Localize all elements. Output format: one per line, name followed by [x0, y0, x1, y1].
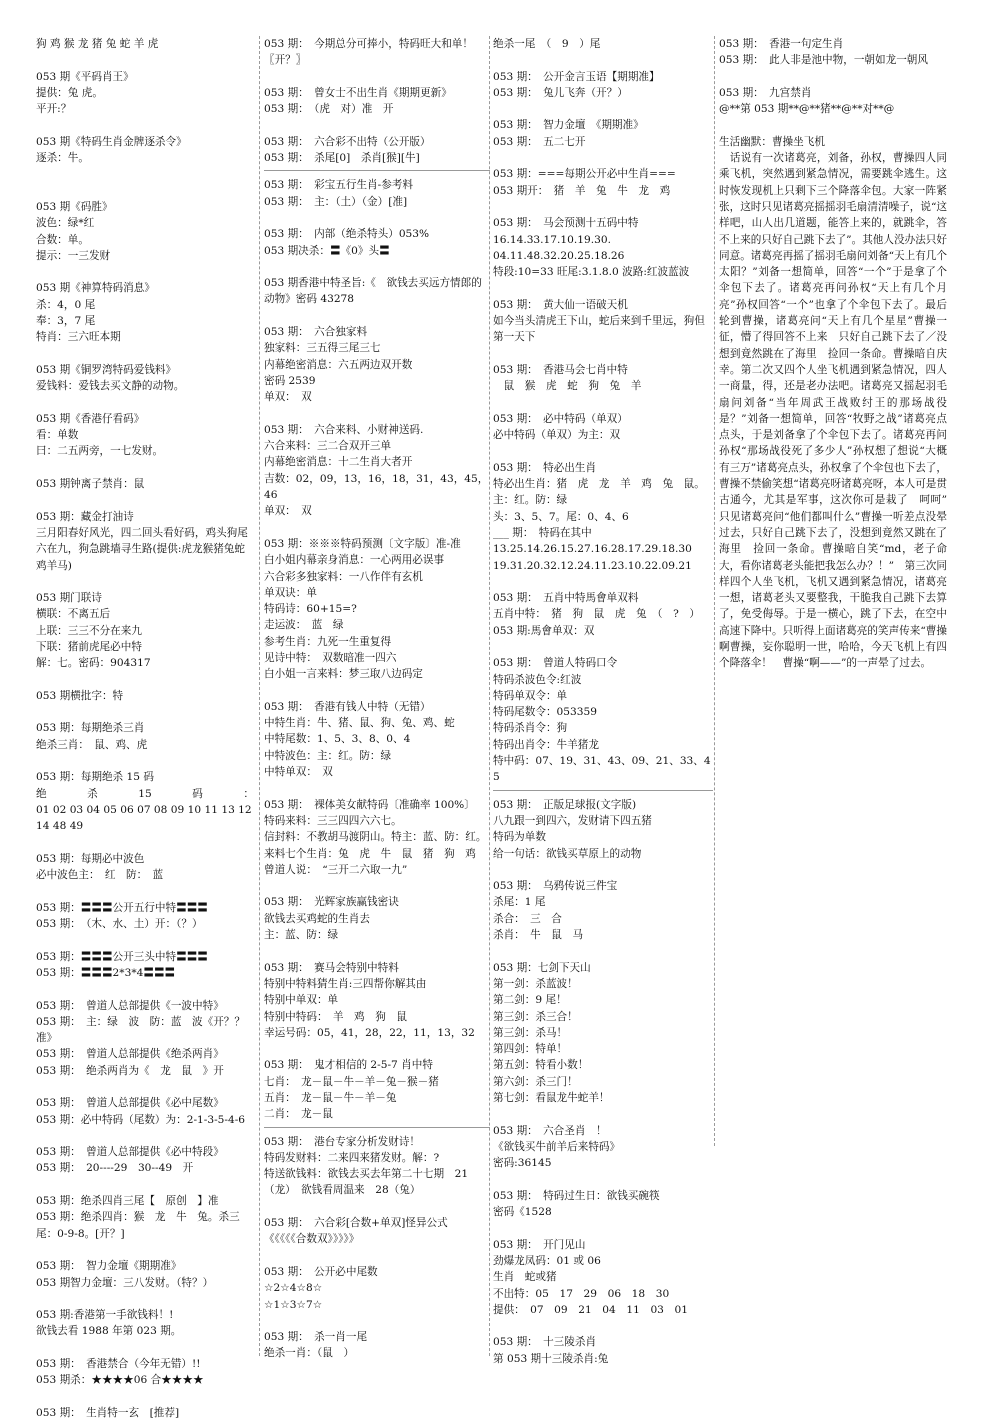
text-line	[36, 346, 254, 362]
text-line: 中特生肖：牛、猪、鼠、狗、兔、鸡、蛇	[264, 717, 455, 730]
text-line: 第四剑：特单！	[493, 1043, 568, 1056]
text-line: 053 期： 五肖中特馬會单双料	[493, 592, 639, 605]
text-line: 053 期： 曾道人特码口令	[493, 657, 618, 670]
text-line: 053 期：〓〓〓公开三头中特〓〓〓	[36, 950, 208, 963]
text-line: 劲爆龙凤码：01 或 06	[493, 1254, 601, 1267]
text-line: 特码来料：三三四四六六七。	[264, 814, 402, 827]
text-line: 053 期： 光辉家族赢钱密诀	[264, 896, 399, 909]
text-line: 04.11.48.32.20.25.18.26	[493, 249, 625, 262]
text-line: 单双诀：单	[264, 586, 317, 599]
text-line: 六合来料：三二合双开三单	[264, 440, 392, 453]
text-line	[36, 166, 254, 182]
text-line: 杀：4，0 尾	[36, 298, 96, 311]
text-line: 053 期： 乌鸦传说三件宝	[493, 880, 618, 893]
text-line: 053 期： 杀一肖一尾	[264, 1331, 368, 1344]
text-line: 特码尾数令：053359	[493, 706, 598, 719]
text-line	[493, 52, 713, 68]
text-line: 053 期：绝杀四肖三尾【 原创 】准	[36, 1195, 219, 1208]
text-line: 特段:10=33 旺尾:3.1.8.0 波路:红波蓝波	[493, 266, 690, 279]
text-line	[264, 1041, 490, 1057]
text-line: 053 期： 兔儿飞奔（开？）	[493, 86, 628, 99]
text-line: 19.31.20.32.12.24.11.23.10.22.09.21	[493, 559, 692, 572]
text-line: 053 期： 彩宝五行生肖-参考料	[264, 179, 413, 192]
text-line: 053 期：※※※特码预测〔文字版〕准-准	[264, 537, 461, 550]
text-line: 特码杀肖令：狗	[493, 722, 568, 735]
text-line: 053 期： 裸体美女献特码〔准确率 100%〕	[264, 798, 475, 811]
text-line: 053 期： 六合彩[合数+单双]怪异公式	[264, 1217, 448, 1230]
text-line: 三月阳春好风光，四二回头看好码，鸡头狗尾六在九，狗急跳墙寻生路(提供:虎龙猴猪兔蛇鸡羊马)	[36, 526, 248, 572]
text-line: 053 期： 马会预测十五码中特	[493, 217, 639, 230]
text-line	[493, 1220, 713, 1236]
text-line: 053 期： 鬼才相信的 2-5-7 肖中特	[264, 1059, 433, 1072]
text-line: 横联：不离五后	[36, 608, 111, 621]
text-line	[719, 69, 947, 85]
text-line: 鼠 猴 虎 蛇 狗 兔 羊	[493, 380, 642, 393]
text-line: 杀合： 三 合	[493, 912, 562, 925]
text-line	[36, 264, 254, 280]
text-line: 053 期： （虎 对）准 开	[264, 103, 394, 116]
text-line	[36, 753, 254, 769]
text-line: 053 期： 六合独家料	[264, 326, 368, 339]
text-line: 053 期：每期必中波色	[36, 852, 145, 865]
text-line: 053 期：〓〓〓公开五行中特〓〓〓	[36, 901, 208, 914]
text-line: 特码出肖令：牛羊猪龙	[493, 738, 599, 751]
text-line	[36, 1340, 254, 1356]
text-line: 053 期：〓〓〓2*3*4〓〓〓	[36, 966, 176, 979]
text-line: 053 期： 绝杀两肖为《 龙 鼠 》开	[36, 1064, 224, 1077]
text-line: 六合彩多独家料：一八作伴有玄机	[264, 570, 423, 583]
text-line	[264, 308, 490, 324]
text-line: 053 期:香港第一手欲钱料！!	[36, 1309, 174, 1322]
text-line: 下联：猪前虎尾必中特	[36, 640, 142, 653]
text-line: 绝 杀 15 码 ：	[36, 787, 254, 800]
text-line: 053 期杀：★★★★06 合★★★★	[36, 1374, 204, 1387]
text-line: 中特波色：主：红。防：绿	[264, 749, 392, 762]
text-line: 欲钱去看 1988 年第 023 期。	[36, 1325, 182, 1338]
text-line: 053 期： 十三陵杀肖	[493, 1336, 597, 1349]
text-line	[36, 1291, 254, 1307]
text-line: 特码发财料：二来四来猪发财。解：?	[264, 1151, 440, 1164]
text-line: 吉数：02，09，13，16，18，31，43，45，46	[264, 472, 489, 502]
text-line: 053 期决杀：〓《0》头〓	[264, 244, 390, 257]
text-line: 053 期： 六合圣肖 ！	[493, 1124, 607, 1137]
text-line	[36, 52, 254, 68]
text-line: 欲钱去买鸡蛇的生肖去	[264, 912, 370, 925]
text-line: 单双： 双	[264, 391, 312, 404]
text-line	[36, 183, 254, 199]
text-line: 053 期： 赛马会特别中特料	[264, 961, 399, 974]
text-line: 053 期： 内部（绝杀特头）053%	[264, 228, 430, 241]
text-line: 上联：三三不分在来九	[36, 624, 142, 637]
text-line: 053 期：藏金打油诗	[36, 510, 134, 523]
text-line: 二肖： 龙－鼠	[264, 1108, 333, 1121]
text-line: 053 期香港中特圣旨:《 欲钱去买远方情郎的动物》密码 43278	[264, 277, 482, 306]
text-line: ☆1☆3☆7☆	[264, 1298, 323, 1311]
text-line	[36, 1079, 254, 1095]
text-line	[36, 1389, 254, 1405]
text-line: 特肖：三六旺本期	[36, 331, 121, 344]
text-line: 特码为单数	[493, 831, 546, 844]
text-line: 内幕绝密消息：十二生肖大者开	[264, 456, 413, 469]
text-line	[36, 883, 254, 899]
text-line: 053 期： 此人非是池中物，一朝如龙一朝风	[719, 54, 928, 67]
text-line: 第六剑：杀三门！	[493, 1075, 578, 1088]
text-line: 053 期： 香港马会七肖中特	[493, 363, 628, 376]
text-line: 杀肖： 牛 鼠 马	[493, 929, 584, 942]
text-line: 053 期：必中特码（尾数）为：2-1-3-5-4-6	[36, 1113, 246, 1126]
text-line: 平开:？	[36, 103, 72, 116]
text-line: 053 期： 六合彩不出特（公开版）	[264, 135, 431, 148]
text-line: 主：红。防：绿	[493, 494, 568, 507]
text-line: 特别中特码： 羊 鸡 狗 鼠	[264, 1010, 408, 1023]
text-line: 第五剑：特看小数！	[493, 1059, 589, 1072]
text-line: 特必出生肖：猪 虎 龙 羊 鸡 兔 鼠。	[493, 478, 705, 491]
text-line: 053 期钟离子禁肖：鼠	[36, 478, 145, 491]
text-line: 单双： 双	[264, 505, 312, 518]
text-line: 053 期横批字：特	[36, 689, 124, 702]
text-line	[264, 210, 490, 226]
text-line	[36, 835, 254, 851]
text-line: 053 期：七剑下天山	[493, 961, 591, 974]
text-line	[264, 117, 490, 133]
text-line	[493, 1171, 713, 1187]
text-line: 053 期开： 猪 羊 兔 牛 龙 鸡	[493, 184, 671, 197]
text-line: 053 期： 特码过生日：欲钱买碗筷	[493, 1189, 660, 1202]
text-line: 密码 2539	[264, 374, 316, 387]
text-line: 信封料：不教胡马渡阴山。特主：蓝、防：红。	[264, 831, 487, 844]
text-line: 053 期智力金壇：三八发财。（特？）	[36, 1276, 214, 1289]
text-line: 绝杀三肖： 鼠、鸡、虎	[36, 738, 148, 751]
text-line	[36, 117, 254, 133]
text-line	[36, 1242, 254, 1258]
text-line: 053 期： 生肖特一玄 [推荐]	[36, 1406, 180, 1419]
text-line: 头：3、5、7。尾：0、4、6	[493, 510, 629, 523]
text-line: 曾道人说： “三开二六取一九”	[264, 863, 408, 876]
text-line: 053 期： 主：（土）（金）[准]	[264, 195, 408, 208]
text-line	[264, 683, 490, 699]
text-line: 053 期： 必中特码（单双）	[493, 412, 628, 425]
text-line: 053 期： 今期总分可捧小，特码旺大和单！〖开？〗	[264, 38, 473, 67]
story-paragraph: 话说有一次诸葛亮，刘备，孙权，曹操四人同乘飞机，突然遇到紧急情况，需要跳伞逃生。这时恢发现机上只剩下三个降落伞包。大家一阵紧张，这时只见诸葛亮摇摇羽毛扇清清噪子，说“这样吧，山人出几道题，能答上来的，就跳伞，答不上来的只好自己跳下去了”。其他人没办法只好同意。诸葛亮再摇了摇羽毛扇问刘备“天上有几个太阳？”刘备一想简单，回答“一个”于是拿了个伞包下去了。诸葛亮再问孙权“天上有几个月亮”孙权回答“一个”也拿了个伞包下去了。最后轮到曹操，诸葛亮问“天上有几个星星”曹操一征，懵了得回答不上来 只好自己跳下去了／没想到竟然跳在了海里 捡回一条命。曹操暗自庆幸。第二次又四个人坐飞机遇到紧急情况，四人一商量，得，还是老办法吧。诸葛亮又摇起羽毛扇问刘备“当年周武王战败纣王的那场战役是？”刘备一想简单，回答“牧野之战”诸葛亮点点头，于是刘备拿了个伞包下去了。诸葛亮再问孙权“那场战役死了多少人”孙权想了想说“大概有三万”诸葛亮点头，孙权拿了个伞包也下去了，曹操不禁偷笑想“诸葛亮呀诸葛亮呀，本人可是贯古通今，尤其是军事，这次你可是栽了 呵呵” 只见诸葛亮问“他们都叫什么”曹操一听差点没晕过去，只好自己跳下去了，没想到竟然又跳在了海里 捡回一条命。曹操暗自笑“md，老子命大，看你诸葛老头能把我怎么办？！” 第三次同样四个人坐飞机，飞机又遇到紧急情况，诸葛亮一想，诸葛老头又要整我，干脆我自己跳下去算了，免受侮辱。于是一横心，跳了下去，在空中高速下降中。只听得上面诸葛亮的笑声传来“曹操啊曹操，妄你聪明一世，哈哈，今天飞机上有四个降落伞！ 曹操“啊——”的一声晕了过去。	[719, 152, 958, 670]
text-line: 053 期： 曾道人总部提供《一波中特》	[36, 999, 224, 1012]
text-line: 053 期：绝杀四肖：猴 龙 牛 兔。杀三尾：0-9-8。[开？]	[36, 1211, 240, 1240]
text-line: 第三剑：杀三合！	[493, 1010, 578, 1023]
text-line: 053 期： （木、水、土）开：（？）	[36, 918, 203, 931]
text-line: 053 期： 主：绿 波 防：蓝 波《开？？准》	[36, 1015, 245, 1045]
text-line: 内幕绝密消息：六五两边双开数	[264, 358, 413, 371]
text-line: 053 期： 五二七开	[493, 135, 586, 148]
text-line: 绝杀一肖：（鼠 ）	[264, 1347, 355, 1360]
text-line: 波色：绿*红	[36, 217, 95, 230]
text-line	[36, 395, 254, 411]
text-line: 白小姐内幕亲身消息：一心两用必误事	[264, 554, 445, 567]
text-line	[493, 1318, 713, 1334]
text-line	[493, 150, 713, 166]
text-line: 密码:36145	[493, 1157, 552, 1170]
text-line	[36, 1177, 254, 1193]
text-line	[493, 395, 713, 411]
text-line	[36, 704, 254, 720]
column-divider-1	[259, 36, 260, 1356]
text-line: 特别中特料猜生肖:三四帮你解其由	[264, 977, 427, 990]
text-line: 053 期： 香港一句定生肖	[719, 38, 844, 50]
text-line: 053 期： 开门见山	[493, 1238, 586, 1251]
text-line	[264, 1199, 490, 1215]
text-line: 053 期： 九宫禁肖	[719, 86, 812, 99]
text-line	[36, 981, 254, 997]
text-line: 053 期： 曾道人总部提供《绝杀两肖》	[36, 1048, 224, 1061]
text-line: 中特单双： 双	[264, 766, 333, 779]
text-line: 053 期： 香港禁合（今年无错）!!	[36, 1358, 201, 1371]
text-line: 053 期： 智力金壇 《期期准》	[493, 119, 644, 132]
text-line: 特码杀波色令:红波	[493, 673, 582, 686]
text-line	[493, 101, 713, 117]
text-line	[493, 574, 713, 590]
text-line: 《《《《《合数双》》》》》	[264, 1233, 360, 1246]
text-line	[493, 639, 713, 655]
text-line: 提供：兔 虎。	[36, 86, 103, 99]
text-line: 必中波色主： 红 防： 蓝	[36, 869, 164, 882]
text-line: 053 期： 20----29 30--49 开	[36, 1162, 194, 1175]
text-line: 053 期： 曾道人总部提供《必中尾数》	[36, 1097, 224, 1110]
text-line: 第七剑：看鼠龙牛蛇羊！	[493, 1092, 610, 1104]
text-line: 053 期《平码肖王》	[36, 70, 134, 83]
text-line	[264, 406, 490, 422]
text-line: 01 02 03 04 05 06 07 08 09 10 11 13 12 14 48 49	[36, 803, 256, 833]
text-line	[36, 574, 254, 590]
text-line: 053 期：每期绝杀 15 码	[36, 771, 154, 784]
text-line: 16.14.33.17.10.19.30.	[493, 233, 611, 246]
text-line: 特码诗：60+15=?	[264, 603, 357, 616]
text-line	[264, 1248, 490, 1264]
text-line: 053 期： 正版足球报(文字版)	[493, 798, 637, 811]
text-line: 生活幽默：曹操坐飞机	[719, 135, 825, 148]
section-separator	[264, 170, 490, 171]
text-line: 053 期： 公开金言玉语【期期准】	[493, 70, 660, 83]
text-line: 053 期：===每期公开必中生肖===	[493, 168, 676, 181]
text-line: 第二剑：9 尾！	[493, 994, 567, 1007]
text-line: 五肖： 龙－鼠－牛－羊－兔	[264, 1092, 397, 1104]
text-line	[264, 69, 490, 85]
text-line: 绝杀一尾 （ 9 ）尾	[493, 38, 601, 50]
text-line: 密码《1528	[493, 1206, 552, 1219]
text-line: 爱钱料：爱钱去买文静的动物。	[36, 380, 185, 393]
text-line: 狗 鸡 猴 龙 猪 兔 蛇 羊 虎	[36, 38, 159, 50]
text-line	[493, 943, 713, 959]
text-line	[493, 1106, 713, 1122]
text-line	[36, 492, 254, 508]
text-line: 053 期《特码生肖金牌逐杀令》	[36, 135, 187, 148]
text-line: 解：七。密码：904317	[36, 657, 151, 670]
text-line: 053 期： 曾道人总部提供《必中特段》	[36, 1146, 224, 1159]
column-2	[264, 36, 490, 1362]
column-divider-3	[714, 36, 715, 1146]
text-line: 13.25.14.26.15.27.16.28.17.29.18.30	[493, 543, 692, 556]
text-line	[493, 443, 713, 459]
text-line: 053 期:馬會单双：双	[493, 624, 595, 637]
text-line: 053 期： 杀尾[0] 杀肖[猴][牛]	[264, 152, 420, 165]
text-line: 中特尾数：1、5、3、8、0、4	[264, 733, 411, 746]
text-line: 逐杀：牛。	[36, 152, 89, 165]
text-line: 053 期门联诗	[36, 592, 102, 605]
text-line: 杀尾：1 尾	[493, 896, 546, 909]
text-line	[264, 1313, 490, 1329]
text-line: 见诗中特： 双数暗准一四六	[264, 651, 397, 664]
text-line: ☆2☆4☆8☆	[264, 1282, 323, 1295]
text-line	[36, 932, 254, 948]
column-1	[36, 36, 254, 1421]
text-line: 053 期： 香港有钱人中特（无错）	[264, 700, 431, 713]
text-line: @**第 053 期**@**猪**@**对**@	[719, 103, 895, 116]
text-line: 053 期： 港台专家分析发财诗！	[264, 1135, 421, 1148]
text-line: ___ 期： 特码在其中	[493, 526, 592, 539]
text-line: 第三剑：杀马！	[493, 1026, 568, 1039]
text-line	[493, 199, 713, 215]
text-line: 参考生肖：九死一生重复得	[264, 635, 392, 648]
text-line: 来料七个生肖：兔 虎 牛 鼠 猪 狗 鸡	[264, 847, 476, 860]
text-line: 看：单数	[36, 429, 79, 442]
text-line: 053 期： 公开必中尾数	[264, 1265, 378, 1278]
text-line: 053 期《神算特码消息》	[36, 282, 155, 295]
text-line: 《欲钱买牛前羊后来特码》	[493, 1140, 621, 1153]
text-line	[264, 259, 490, 275]
text-line: 特码单双令：单	[493, 689, 568, 702]
text-line: 合数：单。	[36, 233, 89, 246]
text-line: 第一剑：杀蓝波！	[493, 977, 578, 990]
text-line: 053 期：每期绝杀三肖	[36, 722, 145, 735]
text-line: 不出特：05 17 29 06 18 30	[493, 1287, 670, 1300]
text-line: 053 期《码胜》	[36, 200, 113, 213]
text-line: 必中特码（单双）为主：双	[493, 429, 621, 442]
text-line	[493, 862, 713, 878]
text-line: 特别中单双：单	[264, 994, 339, 1007]
text-line: 053 期《香港仔看码》	[36, 412, 145, 425]
text-line: 七肖： 龙－鼠－牛－羊－兔－猴－猪	[264, 1075, 439, 1088]
text-line: 八九跟一到四六，发财请下四五猪	[493, 814, 652, 827]
text-line: 如今当头清虎王下山，蛇后来到千里远，狗但第一天下	[493, 315, 705, 344]
text-line: 提供： 07 09 21 04 11 03 01	[493, 1303, 688, 1316]
text-line: 053 期： 六合来料、小财神送码.	[264, 423, 424, 436]
text-line: 提示：一三发财	[36, 249, 111, 262]
section-separator	[493, 790, 713, 791]
text-line: 独家料：三五得三尾三七	[264, 342, 381, 355]
section-separator	[264, 1127, 490, 1128]
column-3	[493, 36, 713, 1367]
text-line	[264, 943, 490, 959]
text-line: 053 期《铜罗湾特码爱钱料》	[36, 363, 177, 376]
text-line: 给一句话：欲钱买草原上的动物	[493, 847, 642, 860]
text-line: 幸运号码：05，41，28，22，11，13，32	[264, 1026, 475, 1039]
text-line: 特中码：07、19、31、43、09、21、33、45	[493, 755, 711, 784]
text-line: 第 053 期十三陵杀肖:兔	[493, 1352, 609, 1365]
text-line: 走运波： 蓝 绿	[264, 619, 344, 632]
column-4-lines	[719, 36, 947, 150]
text-line: 曰：二五两旁，一七发财。	[36, 445, 164, 458]
text-line	[264, 520, 490, 536]
text-line	[493, 280, 713, 296]
text-line: 053 期： 曾女士不出生肖《期期更新》	[264, 86, 452, 99]
text-line: 奉：3，7 尾	[36, 315, 96, 328]
text-line: 053 期： 黄大仙一语破天机	[493, 298, 628, 311]
column-4	[719, 36, 958, 672]
text-line: 主：蓝、防：绿	[264, 929, 339, 942]
text-line	[493, 346, 713, 362]
text-line: 053 期： 特必出生肖	[493, 461, 597, 474]
text-line: 生肖 蛇或猪	[493, 1271, 557, 1284]
text-line	[719, 117, 947, 133]
text-line	[36, 672, 254, 688]
text-line: 特送欲钱料：欲钱去买去年第二十七期 21（龙） 欲钱看周温来 28（兔）	[264, 1168, 469, 1197]
text-line	[36, 460, 254, 476]
text-line: 白小姐一言来料：梦三取八边码定	[264, 668, 423, 681]
text-line	[264, 780, 490, 796]
text-line: 053 期： 智力金壇《期期准》	[36, 1260, 182, 1273]
text-line: 五肖中特： 猪 狗 鼠 虎 兔 （ ? ）	[493, 608, 700, 621]
text-line	[36, 1128, 254, 1144]
text-line	[264, 878, 490, 894]
